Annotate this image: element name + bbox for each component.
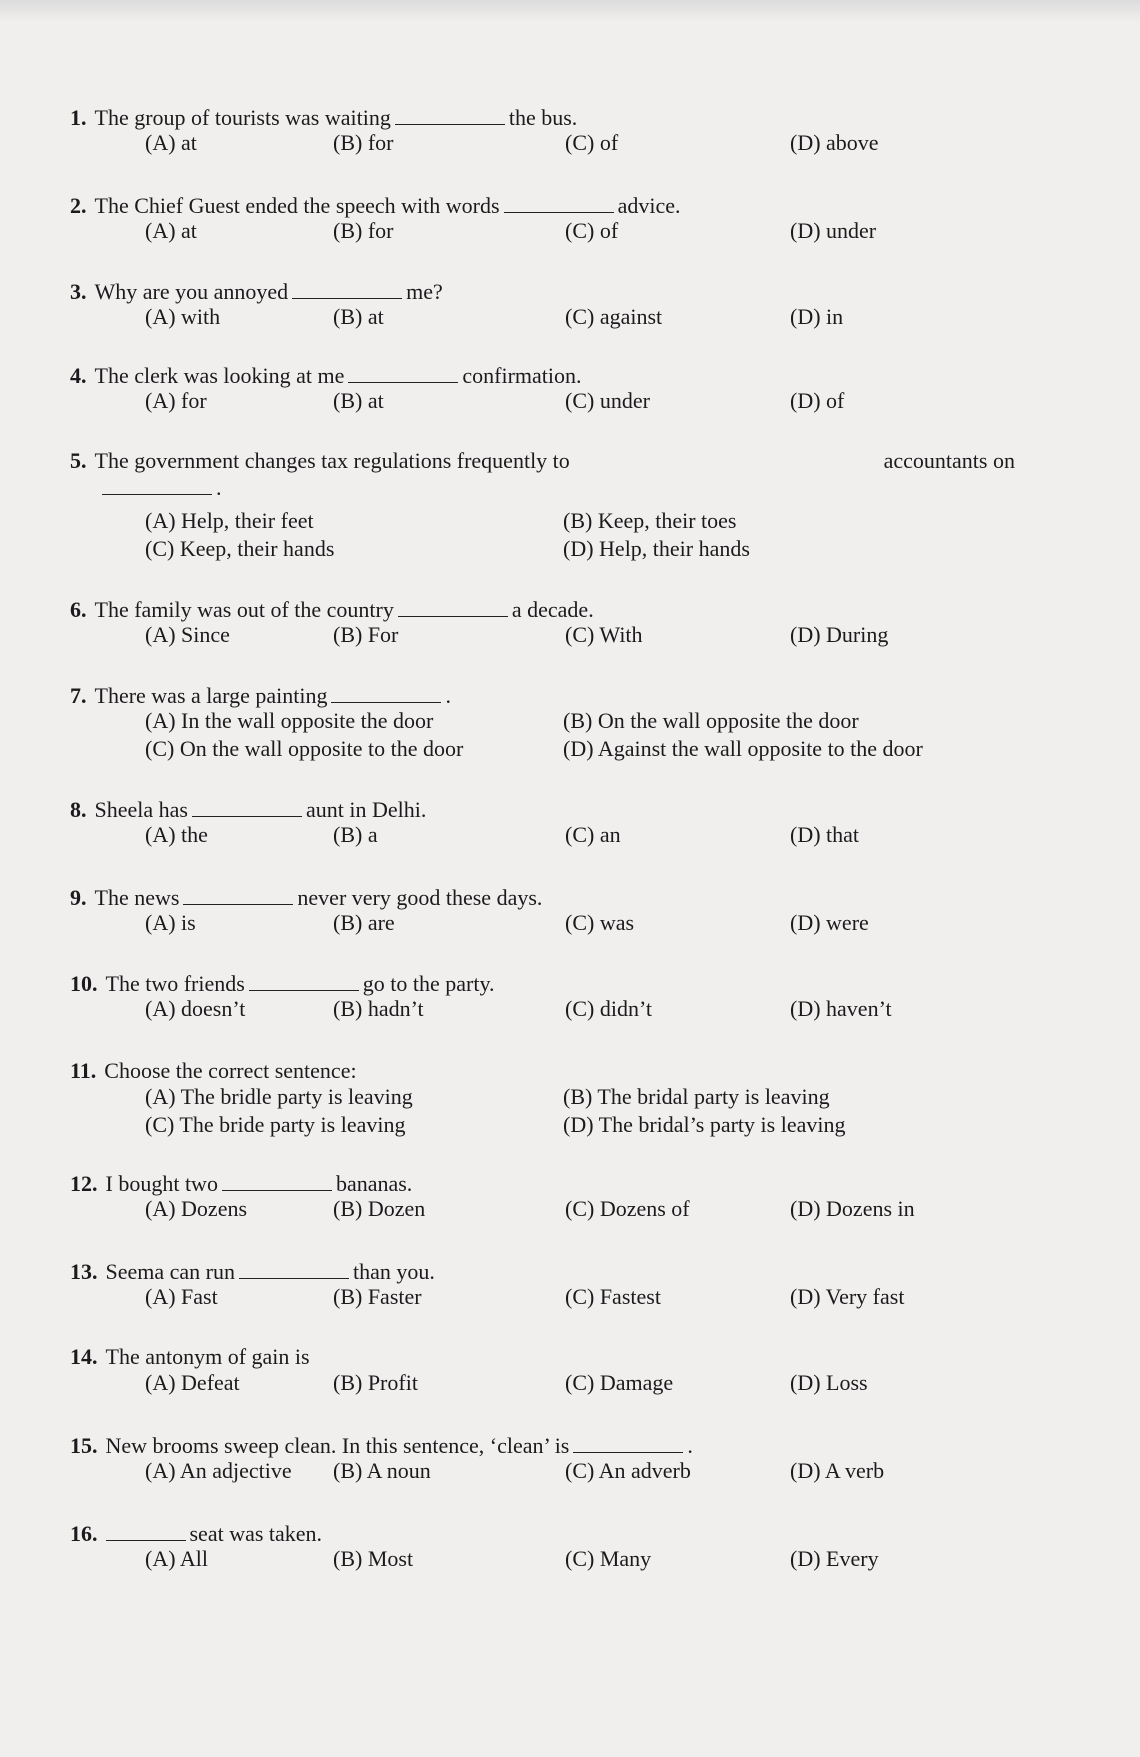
option-a[interactable]: (A) at [145, 130, 197, 155]
option-b[interactable]: (B) a [333, 822, 378, 847]
option-d[interactable]: (D) Help, their hands [563, 536, 750, 561]
options [0, 1196, 1140, 1256]
options [0, 1546, 1140, 1606]
option-c[interactable]: (C) Fastest [565, 1284, 661, 1309]
answer-blank [249, 970, 359, 991]
option-d[interactable]: (D) under [790, 218, 877, 243]
option-d[interactable]: (D) Very fast [790, 1284, 905, 1309]
option-d[interactable]: (D) Dozens in [790, 1196, 915, 1221]
options [0, 1458, 1140, 1518]
question-stem: 9. The news never very good these days. [70, 885, 543, 910]
answer-blank [106, 1520, 186, 1541]
option-a[interactable]: (A) Fast [145, 1284, 218, 1309]
option-c[interactable]: (C) An adverb [565, 1458, 691, 1483]
option-d[interactable]: (D) The bridal’s party is leaving [563, 1112, 846, 1137]
option-b[interactable]: (B) at [333, 304, 384, 329]
option-c[interactable]: (C) The bride party is leaving [145, 1112, 406, 1137]
option-b[interactable]: (B) Faster [333, 1284, 422, 1309]
option-b[interactable]: (B) Keep, their toes [563, 508, 737, 533]
answer-blank [504, 192, 614, 213]
option-b[interactable]: (B) A noun [333, 1458, 431, 1483]
option-a[interactable]: (A) Since [145, 622, 230, 647]
option-c[interactable]: (C) was [565, 910, 635, 935]
question-stem: 8. Sheela has aunt in Delhi. [70, 797, 427, 822]
options [0, 708, 1140, 768]
options [0, 218, 1140, 278]
question-1 [0, 104, 1140, 174]
question-9 [0, 884, 1140, 954]
option-c[interactable]: (C) an [565, 822, 621, 847]
question-stem: 4. The clerk was looking at me confirmation. [70, 363, 582, 388]
option-b[interactable]: (B) are [333, 910, 395, 935]
answer-blank [183, 884, 293, 905]
option-a[interactable]: (A) at [145, 218, 197, 243]
answer-blank [395, 104, 505, 125]
options [0, 304, 1140, 364]
option-a[interactable]: (A) is [145, 910, 196, 935]
option-c[interactable]: (C) On the wall opposite to the door [145, 736, 464, 761]
option-c[interactable]: (C) of [565, 218, 619, 243]
option-b[interactable]: (B) at [333, 388, 384, 413]
option-d[interactable]: (D) Loss [790, 1370, 868, 1395]
question-8 [0, 796, 1140, 866]
option-d[interactable]: (D) haven’t [790, 996, 892, 1021]
option-d[interactable]: (D) that [790, 822, 860, 847]
option-a[interactable]: (A) Dozens [145, 1196, 248, 1221]
option-a[interactable]: (A) with [145, 304, 221, 329]
option-c[interactable]: (C) against [565, 304, 663, 329]
option-b[interactable]: (B) The bridal party is leaving [563, 1084, 830, 1109]
question-11 [0, 1058, 1140, 1148]
question-6 [0, 596, 1140, 666]
question-stem: 12. I bought two bananas. [70, 1171, 413, 1196]
options [0, 1370, 1140, 1430]
question-stem: 11. Choose the correct sentence: [70, 1058, 357, 1083]
question-7 [0, 682, 1140, 772]
question-stem: 6. The family was out of the country a decade. [70, 597, 594, 622]
question-12 [0, 1170, 1140, 1240]
options [0, 822, 1140, 882]
option-a[interactable]: (A) An adjective [145, 1458, 292, 1483]
question-15 [0, 1432, 1140, 1502]
option-a[interactable]: (A) In the wall opposite the door [145, 708, 434, 733]
question-stem [70, 448, 1020, 501]
answer-blank [222, 1170, 332, 1191]
answer-blank [239, 1258, 349, 1279]
answer-blank [292, 278, 402, 299]
option-b[interactable]: (B) Most [333, 1546, 414, 1571]
option-d[interactable]: (D) During [790, 622, 889, 647]
question-stem: 16. seat was taken. [70, 1521, 323, 1546]
options [0, 508, 1140, 568]
option-c[interactable]: (C) With [565, 622, 643, 647]
option-b[interactable]: (B) for [333, 218, 394, 243]
option-a[interactable]: (A) doesn’t [145, 996, 246, 1021]
option-c[interactable]: (C) of [565, 130, 619, 155]
question-5 [0, 448, 1140, 568]
option-c[interactable]: (C) Dozens of [565, 1196, 690, 1221]
option-b[interactable]: (B) For [333, 622, 399, 647]
option-d[interactable]: (D) above [790, 130, 879, 155]
question-stem: 2. The Chief Guest ended the speech with words advice. [70, 193, 681, 218]
options [0, 622, 1140, 682]
option-d[interactable]: (D) were [790, 910, 869, 935]
option-a[interactable]: (A) Defeat [145, 1370, 240, 1395]
options [0, 1084, 1140, 1144]
question-4 [0, 362, 1140, 432]
question-3 [0, 278, 1140, 348]
answer-blank [192, 796, 302, 817]
question-10 [0, 970, 1140, 1040]
question-16 [0, 1520, 1140, 1590]
answer-blank [102, 474, 212, 495]
option-a[interactable]: (A) All [145, 1546, 208, 1571]
question-2 [0, 192, 1140, 262]
answer-blank [398, 596, 508, 617]
question-stem: 3. Why are you annoyed me? [70, 279, 443, 304]
options [0, 910, 1140, 970]
options [0, 996, 1140, 1056]
option-d[interactable]: (D) of [790, 388, 845, 413]
question-stem: 15. New brooms sweep clean. In this sentence, ‘clean’ is . [70, 1433, 693, 1458]
question-stem: 1. The group of tourists was waiting the bus. [70, 105, 578, 130]
stem-line-1: 5. The government changes tax regulations frequently to accountants on [70, 448, 1015, 473]
question-stem: 10. The two friends go to the party. [70, 971, 495, 996]
option-c[interactable]: (C) Damage [565, 1370, 674, 1395]
option-b[interactable]: (B) hadn’t [333, 996, 424, 1021]
option-a[interactable]: (A) The bridle party is leaving [145, 1084, 413, 1109]
option-b[interactable]: (B) for [333, 130, 394, 155]
option-b[interactable]: (B) Profit [333, 1370, 418, 1395]
options [0, 388, 1140, 448]
option-d[interactable]: (D) A verb [790, 1458, 885, 1483]
option-c[interactable]: (C) Many [565, 1546, 652, 1571]
option-b[interactable]: (B) On the wall opposite the door [563, 708, 859, 733]
page-top-edge [0, 0, 1140, 22]
option-d[interactable]: (D) Against the wall opposite to the door [563, 736, 923, 761]
answer-blank [573, 1432, 683, 1453]
option-d[interactable]: (D) Every [790, 1546, 879, 1571]
option-a[interactable]: (A) Help, their feet [145, 508, 314, 533]
options [0, 1284, 1140, 1344]
question-stem: 14. The antonym of gain is [70, 1344, 310, 1369]
option-c[interactable]: (C) didn’t [565, 996, 652, 1021]
option-a[interactable]: (A) the [145, 822, 208, 847]
question-14 [0, 1344, 1140, 1414]
question-stem: 7. There was a large painting . [70, 683, 451, 708]
option-a[interactable]: (A) for [145, 388, 207, 413]
answer-blank [348, 362, 458, 383]
stem-line-2: . [70, 474, 1020, 501]
option-c[interactable]: (C) under [565, 388, 650, 413]
option-c[interactable]: (C) Keep, their hands [145, 536, 335, 561]
question-13 [0, 1258, 1140, 1328]
option-b[interactable]: (B) Dozen [333, 1196, 426, 1221]
options [0, 130, 1140, 190]
option-d[interactable]: (D) in [790, 304, 844, 329]
question-stem: 13. Seema can run than you. [70, 1259, 435, 1284]
answer-blank [331, 682, 441, 703]
